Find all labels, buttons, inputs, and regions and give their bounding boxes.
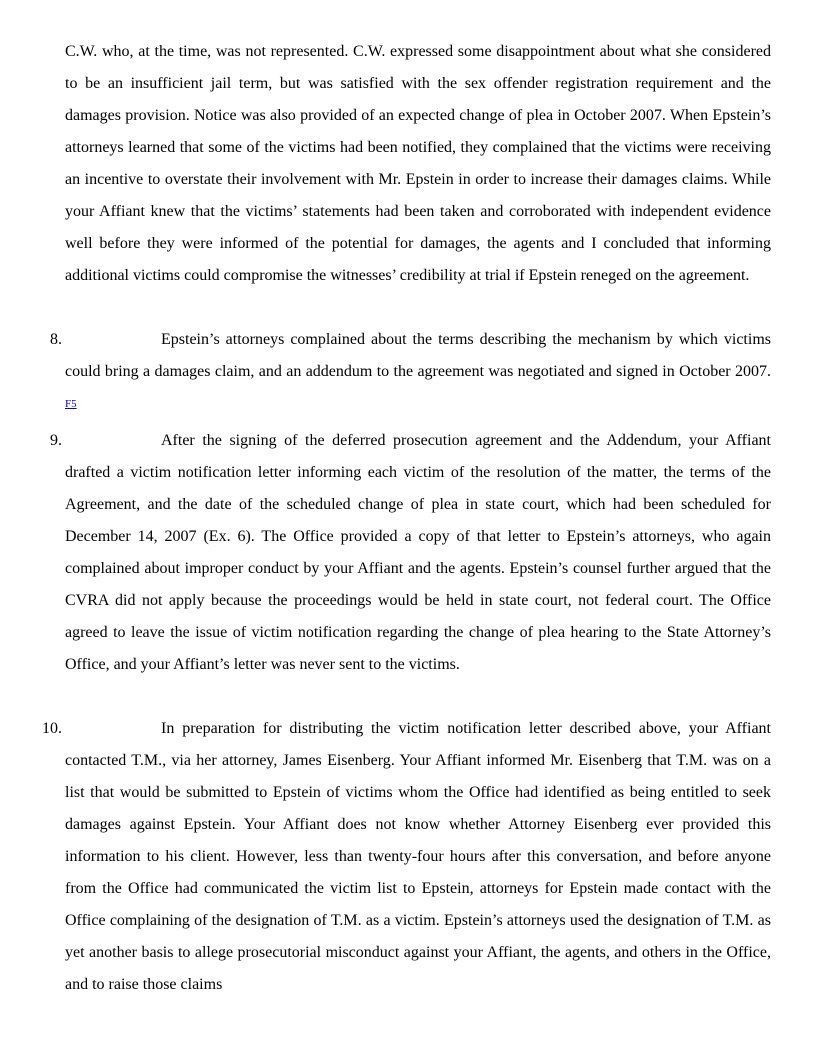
paragraph-10-text: In preparation for distributing the victim notification letter described above, your Affiant contacted T.M., via her attorney, James Eisenberg. Your Affiant informed Mr. Eisenberg that T.M. was on a list that would be submitted to Epstein of victims whom the Office had identified as being entitled to seek damages against Epstein. Your Affiant does not know whether Attorney Eisenberg ever provided this information to his client. However, less than twenty-four hours after this conversation, and before anyone from the Office had communicated the victim list to Epstein, attorneys for Epstein made contact with the Office complaining of the designation of T.M. as a victim. Epstein’s attorneys used the designation of T.M. as yet another basis to allege prosecutorial misconduct against your Affiant, the agents, and others in the Office, and to raise those claims bbox=[65, 720, 771, 993]
paragraph-number-9: 9. bbox=[50, 432, 62, 449]
paragraph-8-text: Epstein’s attorneys complained about the terms describing the mechanism by which victims could bring a damages claim, and an addendum to the agreement was negotiated and signed in October 2007. bbox=[65, 331, 771, 380]
paragraph-9-text: After the signing of the deferred prosecution agreement and the Addendum, your Affiant drafted a victim notification letter informing each victim of the resolution of the matter, the terms of the Agreement, and the date of the scheduled change of plea in state court, which had been scheduled for December 14, 2007 (Ex. 6). The Office provided a copy of that letter to Epstein’s attorneys, who again complained about improper conduct by your Affiant and the agents. Epstein’s counsel further argued that the CVRA did not apply because the proceedings would be held in state court, not federal court. The Office agreed to leave the issue of victim notification regarding the change of plea hearing to the State Attorney’s Office, and your Affiant’s letter was never sent to the victims. bbox=[65, 432, 771, 673]
paragraph-9 bbox=[65, 425, 771, 681]
paragraph-10 bbox=[65, 713, 771, 1001]
paragraph-number-10: 10. bbox=[42, 720, 62, 737]
paragraph-number-8: 8. bbox=[50, 331, 62, 348]
footnote-link[interactable]: F5 bbox=[65, 398, 77, 410]
continued-paragraph: C.W. who, at the time, was not represented. C.W. expressed some disappointment about what she considered to be an insufficient jail term, but was satisfied with the sex offender registration requirement and the damages provision. Notice was also provided of an expected change of plea in October 2007. When Epstein’s attorneys learned that some of the victims had been notified, they complained that the victims were receiving an incentive to overstate their involvement with Mr. Epstein in order to increase their damages claims. While your Affiant knew that the victims’ statements had been taken and corroborated with independent evidence well before they were informed of the potential for damages, the agents and I concluded that informing additional victims could compromise the witnesses’ credibility at trial if Epstein reneged on the agreement. bbox=[65, 43, 771, 284]
paragraph-8 bbox=[65, 324, 771, 425]
